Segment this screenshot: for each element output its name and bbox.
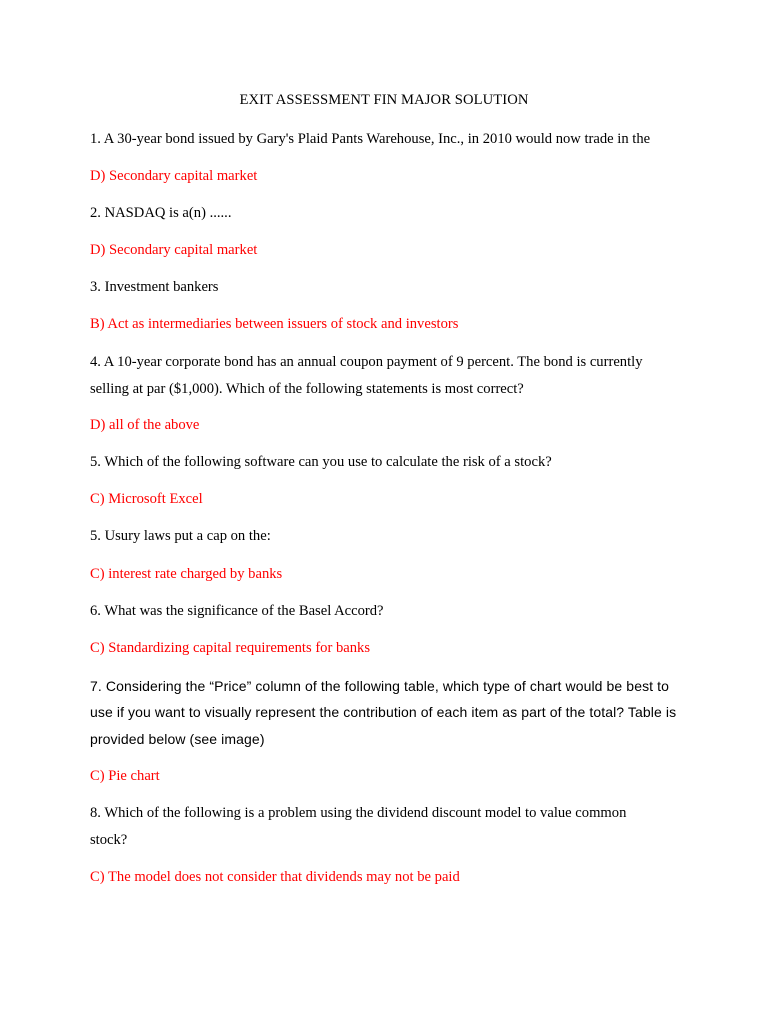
answer-2: D) Secondary capital market <box>90 242 258 258</box>
answer-5: C) Microsoft Excel <box>90 491 203 507</box>
question-5b: 5. Usury laws put a cap on the: <box>90 528 271 544</box>
answer-6: C) Standardizing capital requirements for banks <box>90 640 371 656</box>
question-7-line-2: use if you want to visually represent the contribution of each item as part of the total? Table is <box>90 704 677 720</box>
answer-1: D) Secondary capital market <box>90 168 258 184</box>
answer-8: C) The model does not consider that dividends may not be paid <box>90 869 460 885</box>
question-7-line-3: provided below (see image) <box>90 731 265 747</box>
answer-3: B) Act as intermediaries between issuers of stock and investors <box>90 316 459 332</box>
question-6: 6. What was the significance of the Basel Accord? <box>90 603 384 619</box>
question-2: 2. NASDAQ is a(n) ...... <box>90 205 232 221</box>
question-7-line-1: 7. Considering the “Price” column of the following table, which type of chart would be best to <box>90 678 670 694</box>
question-4-line-2: selling at par ($1,000). Which of the following statements is most correct? <box>90 381 524 397</box>
answer-7: C) Pie chart <box>90 768 160 784</box>
question-5: 5. Which of the following software can you use to calculate the risk of a stock? <box>90 454 552 470</box>
answer-5b: C) interest rate charged by banks <box>90 566 283 582</box>
answer-4: D) all of the above <box>90 417 200 433</box>
question-8-line-1: 8. Which of the following is a problem using the dividend discount model to value common <box>90 805 627 821</box>
document-title: EXIT ASSESSMENT FIN MAJOR SOLUTION <box>239 92 529 108</box>
question-8-line-2: stock? <box>90 832 128 848</box>
question-3: 3. Investment bankers <box>90 279 219 295</box>
question-4-line-1: 4. A 10-year corporate bond has an annual coupon payment of 9 percent. The bond is currently <box>90 354 643 370</box>
question-1: 1. A 30-year bond issued by Gary's Plaid Pants Warehouse, Inc., in 2010 would now trade in the <box>90 131 651 147</box>
